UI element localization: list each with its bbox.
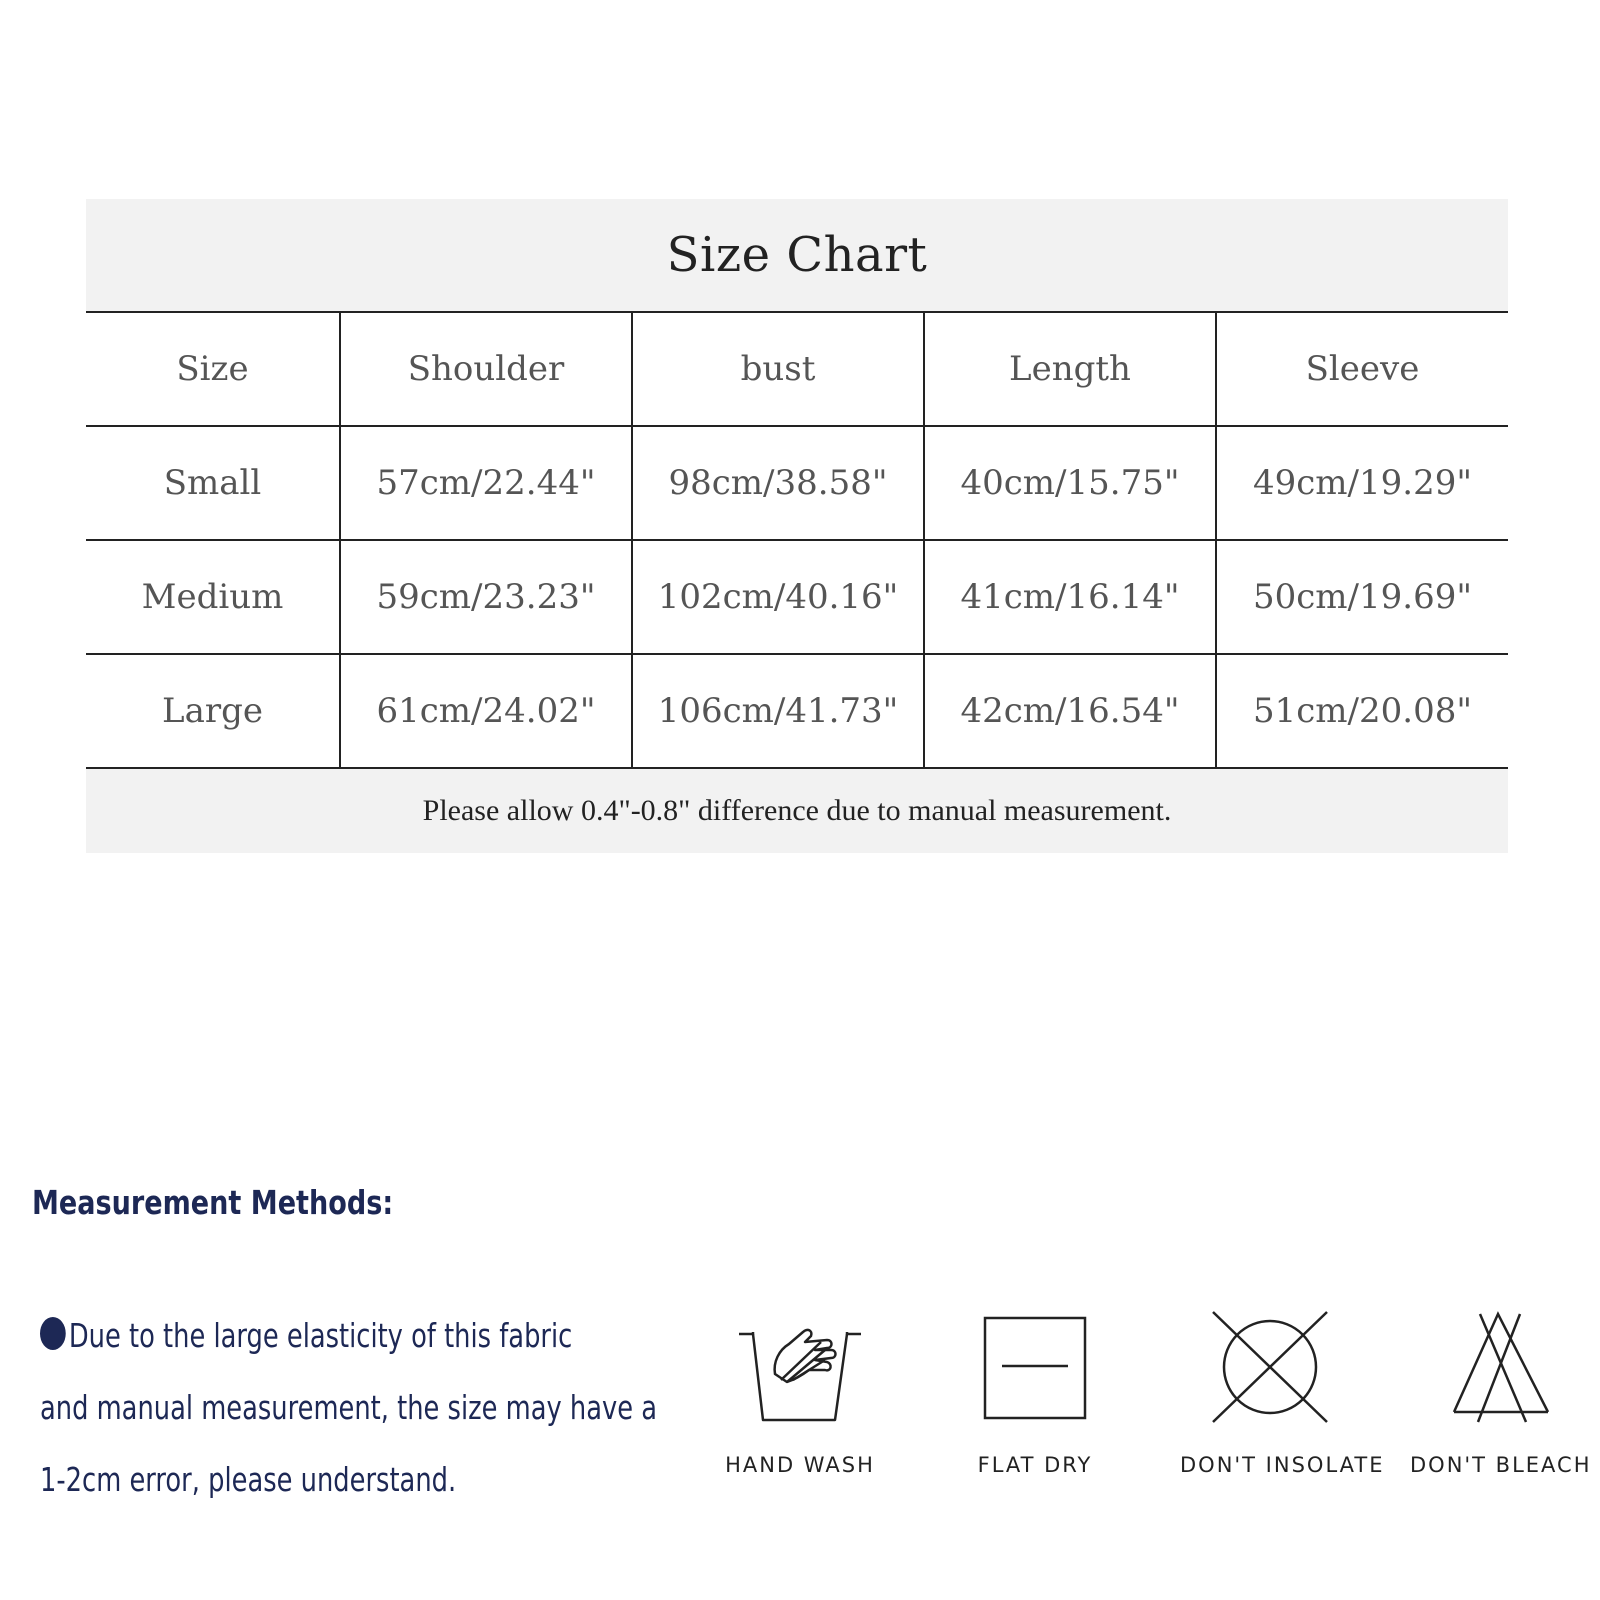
flat-dry-icon [975, 1310, 1095, 1425]
care-hand-wash [710, 1310, 890, 1477]
table-cell: Medium [86, 540, 340, 654]
table-cell: 49cm/19.29" [1216, 426, 1508, 540]
table-cell: 59cm/23.23" [340, 540, 632, 654]
table-cell: Small [86, 426, 340, 540]
header-sleeve: Sleeve [1216, 313, 1508, 426]
header-size: Size [86, 313, 340, 426]
table-cell: 51cm/20.08" [1216, 654, 1508, 768]
table-header-row [86, 313, 1508, 426]
measurement-note: Please allow 0.4"-0.8" difference due to manual measurement. [422, 794, 1172, 827]
do-not-insolate-icon [1205, 1310, 1335, 1425]
table-row [86, 540, 1508, 654]
table-cell: 50cm/19.69" [1216, 540, 1508, 654]
chart-title-bar [86, 199, 1508, 313]
size-table [86, 313, 1508, 769]
care-label: FLAT DRY [977, 1453, 1093, 1477]
header-bust: bust [632, 313, 924, 426]
size-chart [86, 199, 1508, 853]
care-do-not-bleach [1410, 1310, 1590, 1477]
methods-text [40, 1300, 664, 1516]
care-do-not-insolate [1180, 1310, 1385, 1477]
table-cell: 106cm/41.73" [632, 654, 924, 768]
methods-line: 1-2cm error, please understand. [40, 1460, 457, 1499]
table-cell: 57cm/22.44" [340, 426, 632, 540]
table-cell: 42cm/16.54" [924, 654, 1216, 768]
table-row [86, 426, 1508, 540]
note-bar [86, 769, 1508, 853]
hand-wash-icon [735, 1310, 865, 1425]
bullet-icon [40, 1317, 66, 1350]
header-length: Length [924, 313, 1216, 426]
chart-title: Size Chart [666, 227, 928, 283]
table-row [86, 654, 1508, 768]
care-label: DON'T BLEACH [1410, 1453, 1592, 1477]
table-cell: 61cm/24.02" [340, 654, 632, 768]
methods-line: Due to the large elasticity of this fabric [40, 1300, 664, 1372]
care-label: HAND WASH [725, 1453, 875, 1477]
table-cell: 102cm/40.16" [632, 540, 924, 654]
do-not-bleach-icon [1440, 1310, 1560, 1425]
methods-line: and manual measurement, the size may have a [40, 1388, 658, 1427]
table-cell: Large [86, 654, 340, 768]
table-cell: 98cm/38.58" [632, 426, 924, 540]
care-label: DON'T INSOLATE [1180, 1453, 1385, 1477]
table-cell: 41cm/16.14" [924, 540, 1216, 654]
methods-heading: Measurement Methods: [32, 1183, 394, 1222]
table-cell: 40cm/15.75" [924, 426, 1216, 540]
care-flat-dry [945, 1310, 1125, 1477]
header-shoulder: Shoulder [340, 313, 632, 426]
